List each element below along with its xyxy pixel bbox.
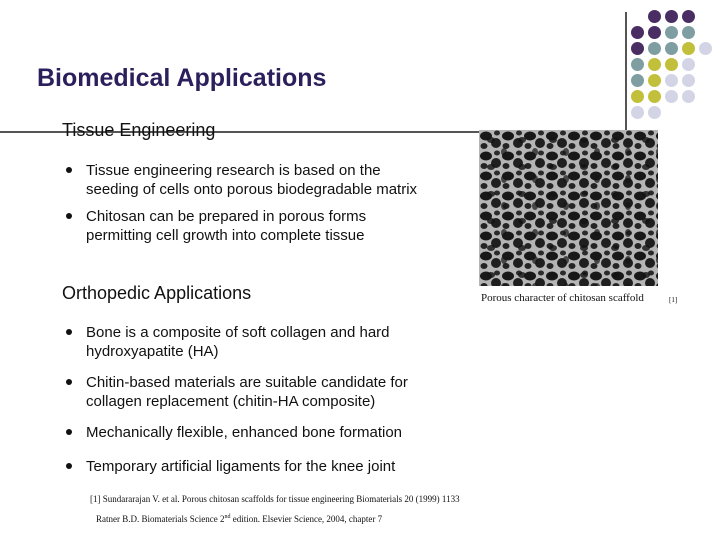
dot-r5c1 xyxy=(631,74,644,87)
reference-2-superscript: nd xyxy=(224,514,231,520)
bullet-line: Bone is a composite of soft collagen and hard xyxy=(86,324,390,341)
dot-r1c3 xyxy=(682,10,695,23)
orthopedic-bullets xyxy=(66,323,408,476)
chitosan-scaffold-image xyxy=(479,130,658,286)
tissue-engineering-bullets xyxy=(66,161,417,245)
section-heading-tissue-engineering: Tissue Engineering xyxy=(62,120,216,140)
dot-r6c1 xyxy=(631,90,644,103)
bullet-line: hydroxyapatite (HA) xyxy=(86,343,219,360)
dot-r3c4 xyxy=(682,42,695,55)
dot-r4c3 xyxy=(665,58,678,71)
dot-r3c5 xyxy=(699,42,712,55)
bullet-item xyxy=(66,457,408,476)
bullet-line: Temporary artificial ligaments for the knee joint xyxy=(86,458,396,475)
references xyxy=(90,490,460,528)
section-heading-orthopedic-applications: Orthopedic Applications xyxy=(62,283,252,303)
bullet-line: collagen replacement (chitin-HA composite) xyxy=(86,393,376,410)
bullet-line: Chitosan can be prepared in porous forms xyxy=(86,208,367,225)
bullet-line: Chitin-based materials are suitable candidate for xyxy=(86,374,408,391)
bullet-line: Tissue engineering research is based on the xyxy=(86,162,381,179)
dot-r3c1 xyxy=(631,42,644,55)
dot-r1c2 xyxy=(665,10,678,23)
figure-caption: Porous character of chitosan scaffold xyxy=(481,292,644,304)
bullet-line: Mechanically flexible, enhanced bone formation xyxy=(86,424,403,441)
dot-r3c3 xyxy=(665,42,678,55)
dot-r6c4 xyxy=(682,90,695,103)
dot-r7c2 xyxy=(648,106,661,119)
reference-1: [1] Sundararajan V. et al. Porous chitosan scaffolds for tissue engineering Biomaterials 20 (1999) 1133 xyxy=(90,494,460,504)
dot-r4c2 xyxy=(648,58,661,71)
dot-r3c2 xyxy=(648,42,661,55)
vertical-divider xyxy=(625,12,627,133)
porous-texture xyxy=(479,130,658,286)
dot-r6c3 xyxy=(665,90,678,103)
dot-r2c2 xyxy=(648,26,661,39)
dot-r5c3 xyxy=(665,74,678,87)
figure-caption-reference: [1] xyxy=(669,296,678,304)
dot-r4c1 xyxy=(631,58,644,71)
bullet-item xyxy=(66,423,408,442)
dot-r7c1 xyxy=(631,106,644,119)
bullet-line: permitting cell growth into complete tissue xyxy=(86,227,365,244)
dot-r5c2 xyxy=(648,74,661,87)
dot-r6c2 xyxy=(648,90,661,103)
slide-title: Biomedical Applications xyxy=(37,64,327,92)
dot-r4c4 xyxy=(682,58,695,71)
reference-2-text-end: edition. Elsevier Science, 2004, chapter 7 xyxy=(230,514,383,524)
dot-r2c4 xyxy=(682,26,695,39)
reference-2 xyxy=(90,508,460,528)
dot-r5c4 xyxy=(682,74,695,87)
dot-r1c1 xyxy=(648,10,661,23)
bullet-item xyxy=(66,207,417,245)
bullet-line: seeding of cells onto porous biodegradable matrix xyxy=(86,181,418,198)
reference-2-text: Ratner B.D. Biomaterials Science 2 xyxy=(96,514,225,524)
bullet-item xyxy=(66,161,417,199)
bullet-item xyxy=(66,323,408,361)
dot-r2c3 xyxy=(665,26,678,39)
bullet-item xyxy=(66,373,408,411)
dot-r2c1 xyxy=(631,26,644,39)
